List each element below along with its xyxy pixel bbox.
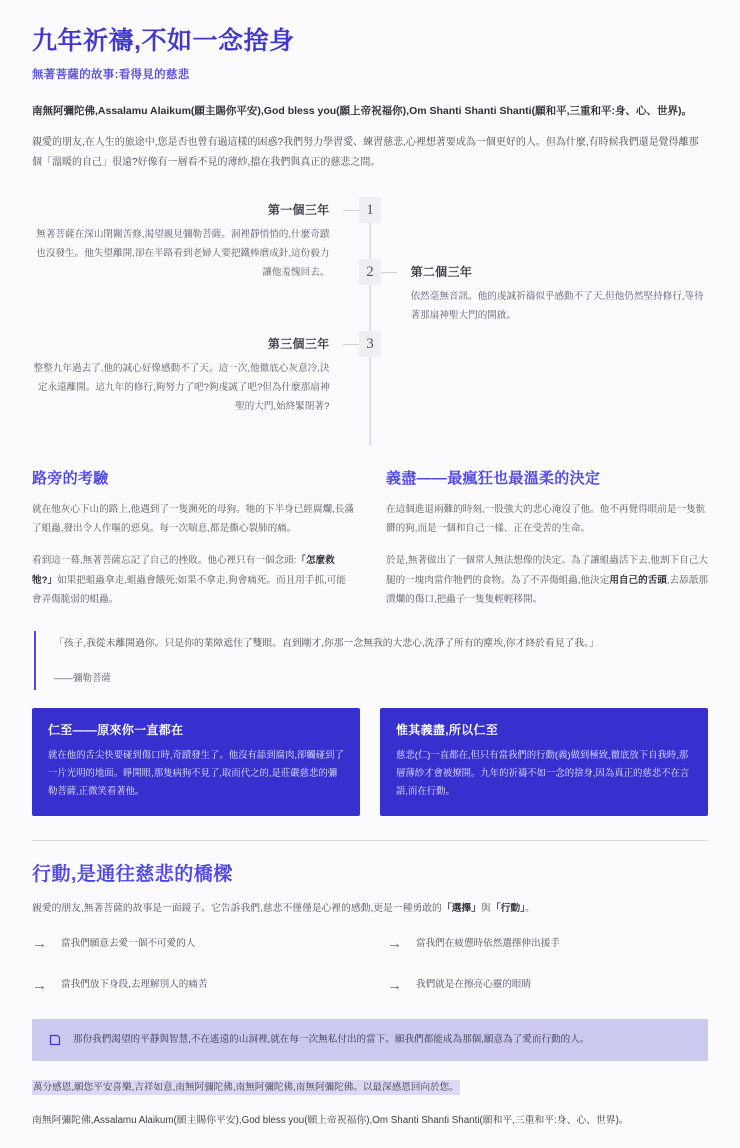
footer-gratitude [32,1079,708,1096]
quote-attribution: ——彌勒菩薩 [54,672,112,684]
greeting-line: 南無阿彌陀佛,Assalamu Alaikum(願主賜你平安),God bless you(願上帝祝福你),Om Shanti Shanti Shanti(願和平,三重和平:身、心、世界)。 [32,105,692,118]
timeline-badge-3: 3 [359,331,381,357]
timeline-label: 第三個三年 [267,337,330,351]
emphasis-action: 「行動」 [490,902,526,914]
callout-box [32,1019,708,1061]
note-icon [48,1033,61,1046]
timeline-badge-1: 1 [359,197,381,223]
text-run: 與 [481,902,491,914]
callout-text: 那份我們渴望的平靜與智慧,不在遙遠的山洞裡,就在每一次無私付出的當下。願我們都能成為那個,願意為了愛而行動的人。 [73,1033,590,1045]
action-item [32,977,353,992]
action-items-grid [32,936,708,993]
emphasis-text: 用自己的舌頭 [609,574,667,586]
timeline-label: 第二個三年 [410,265,473,279]
text-run: 於是,無著做出了一個常人無法想像的決定。為了讓蛆蟲活下去,他割下自己大腿的一塊肉當作牠們的食物。為了不弄傷蛆蟲,他決定 [386,555,708,586]
quote-text: 「孩子,我從未離開過你。只是你的業障遮住了雙眼。直到剛才,你那一念無我的大悲心,洗淨了所有的塵埃,你才終於看見了我。」 [54,637,599,649]
timeline-row [32,331,708,431]
section-divider [32,840,708,841]
column-heading: 路旁的考驗 [32,470,109,487]
arrow-right-icon: → [387,976,402,994]
text-run: ,去舔舐那潰爛的傷口,把蟲子一隻隻輕輕移開。 [386,574,708,605]
column-decision [386,467,708,609]
card-heading: 惟其義盡,所以仁至 [396,722,499,737]
text-run: 親愛的朋友,無著菩薩的故事是一面鏡子。它告訴我們,慈悲不僅僅是心裡的感動,更是一種勇敢的 [32,902,442,914]
column-paragraph: 在這個進退兩難的時刻,一股強大的悲心淹沒了他。他不再覺得眼前是一隻骯髒的狗,而是一個和自己一樣、正在受苦的生命。 [386,504,706,535]
timeline-entry-3 [32,331,329,417]
timeline-badge-2: 2 [359,259,381,285]
card-heading: 仁至——原來你一直都在 [48,722,184,737]
timeline-entry-2 [411,259,708,325]
highlight-cards [32,708,708,816]
text-run: 。 [525,902,535,914]
action-item-label: 當我們在疲憊時依然選擇伸出援手 [416,938,560,950]
column-paragraph [32,551,354,609]
two-column-section [32,467,708,609]
column-heading: 義盡——最瘋狂也最溫柔的決定 [386,470,601,487]
page-subtitle: 無著菩薩的故事:看得見的慈悲 [32,69,190,82]
card-compassion-present [32,708,360,816]
column-roadside-test [32,467,354,609]
text-run: 如果把蛆蟲拿走,蛆蟲會餓死;如果不拿走,狗會痛死。而且用手抓,可能會弄傷脆弱的蛆蟲。 [32,574,346,605]
timeline-text: 無著菩薩在深山閉關苦修,渴望親見彌勒菩薩。洞裡靜悄悄的,什麼奇蹟也沒發生。他失望離開,卻在半路看到老婦人要把鐵棒磨成針,這份毅力讓他羞愧回去。 [36,229,330,279]
arrow-right-icon: → [32,976,47,994]
action-item [387,977,708,992]
action-item [387,936,708,951]
action-item-label: 我們就是在擦亮心靈的眼睛 [416,979,532,991]
timeline-text: 整整九年過去了,他的誠心好像感動不了天。這一次,他徹底心灰意冷,決定永遠離開。這九年的修行,夠努力了吧?夠虔誠了吧?但為什麼那扇神聖的大門,始終緊閉著? [33,363,330,413]
arrow-right-icon: → [32,935,47,953]
page-title: 九年祈禱,不如一念捨身 [32,27,295,55]
action-item-label: 當我們願意去愛一個不可愛的人 [61,938,196,950]
footer-closing: 南無阿彌陀佛,Assalamu Alaikum(願主賜你平安),God bless you(願上帝祝福你),Om Shanti Shanti Shanti(願和平,三重和平:身、心、世界)。 [32,1115,629,1127]
footer-gratitude-text: 萬分感恩,願您平安喜樂,吉祥如意,南無阿彌陀佛,南無阿彌陀佛,南無阿彌陀佛。以最深感恩回向於您。 [33,1082,459,1094]
action-item [32,936,353,951]
column-paragraph: 就在他灰心下山的路上,他遇到了一隻瀕死的母狗。牠的下半身已經腐爛,長滿了蛆蟲,發出令人作嘔的惡臭。每一次喘息,都是撕心裂肺的痛。 [32,504,354,535]
timeline-label: 第一個三年 [267,203,330,217]
card-text: 慈悲(仁)一直都在,但只有當我們的行動(義)做到極致,徹底放下自我時,那層薄紗才會被撩開。九年的祈禱不如一念的捨身,因為真正的慈悲不在言語,而在行動。 [396,748,690,797]
action-item-label: 當我們放下身段,去理解別人的痛苦 [61,979,208,991]
lead-paragraph: 親愛的朋友,在人生的旅途中,您是否也曾有過這樣的困惑?我們努力學習愛、練習慈悲,心裡想著要成為一個更好的人。但為什麼,有時候我們還是覺得離那個「溫暖的自己」很遠?好像有一層看不見的薄紗,擋在我們與真正的慈悲之間。 [32,137,699,168]
column-paragraph [386,551,708,609]
action-section-title: 行動,是通往慈悲的橋樑 [32,863,233,885]
text-run: 看到這一幕,無著菩薩忘記了自己的挫敗。他心裡只有一個念頭: [32,555,297,567]
nine-year-timeline [32,192,708,445]
timeline-text: 依然毫無音訊。他的虔誠祈禱似乎感動不了天,但他仍然堅持修行,等待著那扇神聖大門的開啟。 [410,291,704,322]
card-righteousness [380,708,708,816]
emphasis-choice: 「選擇」 [441,902,482,914]
timeline-row [32,259,708,325]
card-text: 就在他的舌尖快要碰到傷口時,奇蹟發生了。他沒有舔到腐肉,卻觸碰到了一片光明的地面。睜開眼,那隻病狗不見了,取而代之的,是莊嚴慈悲的彌勒菩薩,正微笑看著他。 [48,748,344,797]
blockquote [34,631,708,690]
emphasis-text: 「怎麼救牠?」 [32,555,335,586]
action-section-lead [32,900,708,919]
arrow-right-icon: → [387,935,402,953]
